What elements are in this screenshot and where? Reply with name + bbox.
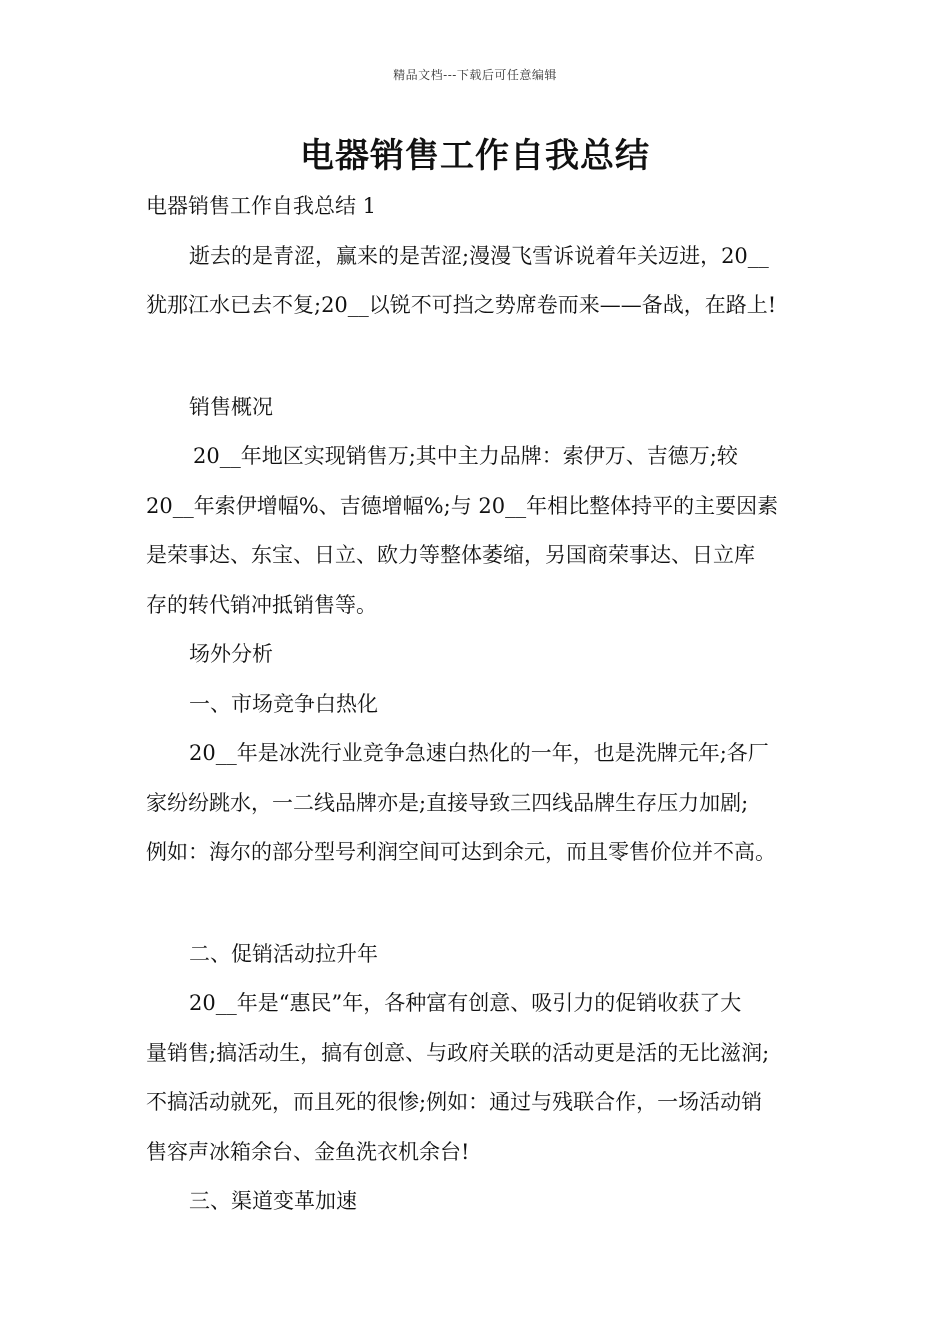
paragraph-line: 犹那江水已去不复;20__以锐不可挡之势席卷而来——备战，在路上! <box>146 293 777 317</box>
subtitle: 电器销售工作自我总结 1 <box>146 194 377 218</box>
paragraph-line: 逝去的是青涩，赢来的是苦涩;漫漫飞雪诉说着年关迈进，20__ <box>189 243 769 268</box>
paragraph-line: 是荣事达、东宝、日立、欧力等整体萎缩，另国商荣事达、日立库 <box>146 543 755 567</box>
header-note: 精品文档---下载后可任意编辑 <box>393 68 557 82</box>
blank-space <box>146 331 812 383</box>
paragraph-competition <box>146 729 812 878</box>
paragraph-line: 20__年是冰洗行业竞争急速白热化的一年，也是洗牌元年;各厂 <box>189 741 769 765</box>
paragraph-line: 20__年索伊增幅%、吉德增幅%;与 20__年相比整体持平的主要因素 <box>146 493 779 518</box>
paragraph-line: 20__年是“惠民”年，各种富有创意、吸引力的促销收获了大 <box>189 991 742 1015</box>
section-heading-sales: 销售概况 <box>189 394 273 419</box>
paragraph-line: 家纷纷跳水，一二线品牌亦是;直接导致三四线品牌生存压力加剧; <box>146 790 749 815</box>
document-body <box>146 182 812 1227</box>
paragraph-line: 20__年地区实现销售万;其中主力品牌：索伊万、吉德万;较 <box>193 444 738 468</box>
paragraph-line: 不搞活动就死，而且死的很惨;例如：通过与残联合作，一场活动销 <box>146 1090 763 1114</box>
section-heading-one: 一、市场竞争白热化 <box>189 691 378 716</box>
paragraph-promotion <box>146 979 812 1177</box>
paragraph-sales <box>146 432 812 630</box>
section-heading-two: 二、促销活动拉升年 <box>189 941 378 966</box>
paragraph-line: 例如：海尔的部分型号利润空间可达到余元，而且零售价位并不高。 <box>146 840 776 864</box>
paragraph-intro <box>146 232 812 331</box>
section-heading-three: 三、渠道变革加速 <box>189 1189 357 1213</box>
document-title: 电器销售工作自我总结 <box>300 136 650 176</box>
paragraph-line: 量销售;搞活动生，搞有创意、与政府关联的活动更是活的无比滋润; <box>146 1040 770 1065</box>
paragraph-line: 售容声冰箱余台、金鱼洗衣机余台! <box>146 1139 470 1164</box>
paragraph-line: 存的转代销冲抵销售等。 <box>146 592 377 617</box>
section-heading-outside: 场外分析 <box>189 642 273 666</box>
blank-space <box>146 878 812 930</box>
